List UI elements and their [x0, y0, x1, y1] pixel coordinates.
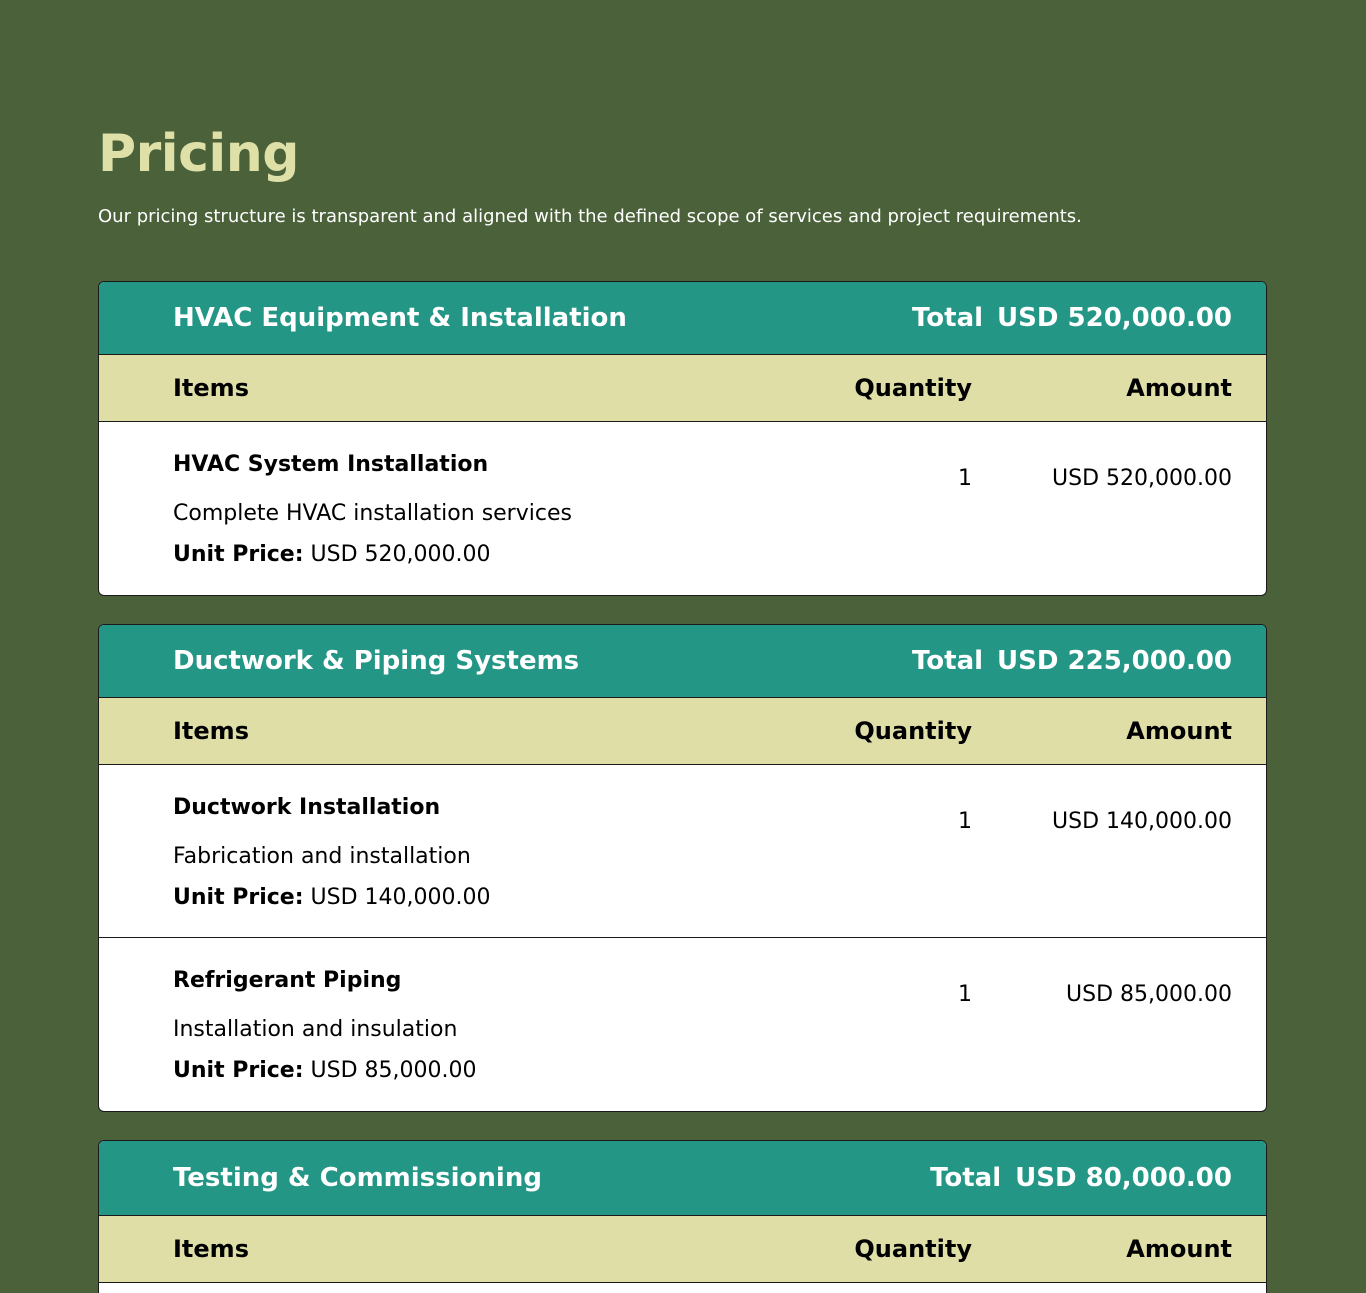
- unit-price-label: Unit Price:: [173, 885, 304, 910]
- item-name: Ductwork Installation: [173, 795, 441, 820]
- item-description: Complete HVAC installation services: [173, 501, 572, 526]
- item-row: [99, 765, 1266, 938]
- section-total-value: USD 225,000.00: [997, 646, 1232, 676]
- section-total: [912, 303, 1232, 333]
- item-name: HVAC System Installation: [173, 452, 489, 477]
- item-amount: USD 140,000.00: [1052, 809, 1232, 834]
- section-total: [912, 646, 1232, 676]
- pricing-section-hvac: [98, 281, 1267, 596]
- section-header: [99, 282, 1266, 355]
- section-total-label: Total: [912, 303, 984, 333]
- column-header-items: Items: [173, 717, 249, 745]
- section-title: HVAC Equipment & Installation: [173, 303, 627, 333]
- item-row: [99, 422, 1266, 595]
- item-description: Installation and insulation: [173, 1017, 458, 1042]
- unit-price-value: USD 520,000.00: [310, 542, 491, 567]
- unit-price-value: USD 140,000.00: [310, 885, 491, 910]
- section-total-label: Total: [912, 646, 984, 676]
- column-header-quantity: Quantity: [854, 717, 972, 745]
- section-title: Testing & Commissioning: [173, 1163, 542, 1193]
- column-header-quantity: Quantity: [854, 374, 972, 402]
- section-header: [99, 1141, 1266, 1216]
- column-header-amount: Amount: [1126, 1235, 1232, 1263]
- unit-price-label: Unit Price:: [173, 1058, 304, 1083]
- page-subtitle: Our pricing structure is transparent and aligned with the defined scope of services and project requirements.: [98, 206, 1082, 227]
- column-header-row: [99, 355, 1266, 422]
- item-name: Refrigerant Piping: [173, 968, 402, 993]
- item-amount: USD 85,000.00: [1066, 982, 1232, 1007]
- column-header-amount: Amount: [1126, 374, 1232, 402]
- pricing-section-ductwork: [98, 624, 1267, 1112]
- unit-price-value: USD 85,000.00: [310, 1058, 477, 1083]
- section-total-value: USD 80,000.00: [1015, 1163, 1232, 1193]
- column-header-row: [99, 698, 1266, 765]
- column-header-amount: Amount: [1126, 717, 1232, 745]
- item-description: Fabrication and installation: [173, 844, 471, 869]
- item-unit-price: [173, 540, 491, 570]
- section-header: [99, 625, 1266, 698]
- item-row: [99, 938, 1266, 1111]
- section-title: Ductwork & Piping Systems: [173, 646, 580, 676]
- item-quantity: 1: [958, 466, 972, 491]
- item-quantity: 1: [958, 809, 972, 834]
- column-header-items: Items: [173, 374, 249, 402]
- pricing-section-testing: [98, 1140, 1267, 1293]
- item-amount: USD 520,000.00: [1052, 466, 1232, 491]
- section-total: [930, 1163, 1232, 1193]
- section-total-label: Total: [930, 1163, 1002, 1193]
- item-unit-price: [173, 1056, 477, 1086]
- column-header-row: [99, 1216, 1266, 1283]
- item-quantity: 1: [958, 982, 972, 1007]
- unit-price-label: Unit Price:: [173, 542, 304, 567]
- column-header-quantity: Quantity: [854, 1235, 972, 1263]
- section-total-value: USD 520,000.00: [997, 303, 1232, 333]
- item-unit-price: [173, 883, 491, 913]
- column-header-items: Items: [173, 1235, 249, 1263]
- page-title: Pricing: [98, 124, 299, 184]
